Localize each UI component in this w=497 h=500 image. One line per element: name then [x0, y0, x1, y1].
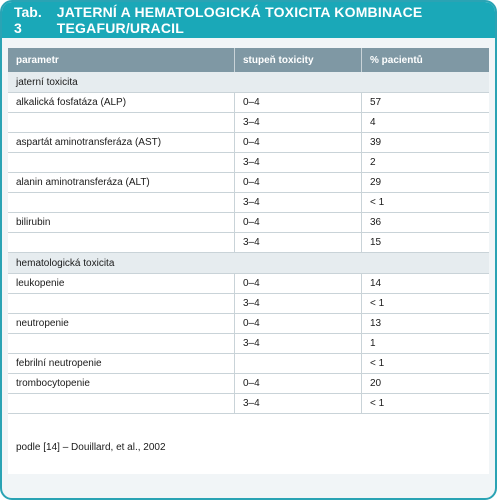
table-row — [8, 233, 489, 253]
cell-parametr — [8, 394, 235, 414]
table-row — [8, 354, 489, 374]
table-row — [8, 274, 489, 294]
cell-parametr — [8, 193, 235, 213]
cell-pacientu: 2 — [362, 153, 490, 173]
cell-pacientu: 57 — [362, 93, 490, 113]
column-header-pacientu: % pacientů — [362, 48, 490, 72]
column-header-stupen: stupeň toxicity — [235, 48, 362, 72]
table-title: JATERNÍ A HEMATOLOGICKÁ TOXICITA KOMBINACE TEGAFUR/URACIL — [56, 4, 423, 36]
table-row — [8, 193, 489, 213]
cell-parametr — [8, 153, 235, 173]
cell-parametr: trombocytopenie — [8, 374, 235, 394]
table-row — [8, 173, 489, 193]
cell-parametr: neutropenie — [8, 314, 235, 334]
cell-pacientu: 13 — [362, 314, 490, 334]
column-header-parametr: parametr — [8, 48, 235, 72]
cell-pacientu: 39 — [362, 133, 490, 153]
cell-stupen: 0–4 — [235, 93, 362, 113]
header-row — [8, 48, 489, 72]
cell-pacientu: < 1 — [362, 354, 490, 374]
cell-stupen: 0–4 — [235, 274, 362, 294]
cell-pacientu: < 1 — [362, 394, 490, 414]
cell-stupen — [235, 354, 362, 374]
cell-stupen: 3–4 — [235, 233, 362, 253]
cell-parametr: alkalická fosfatáza (ALP) — [8, 93, 235, 113]
cell-pacientu: 29 — [362, 173, 490, 193]
table-number: Tab. 3 — [14, 4, 42, 36]
cell-stupen: 3–4 — [235, 113, 362, 133]
table-title-bar — [2, 2, 495, 38]
cell-parametr: febrilní neutropenie — [8, 354, 235, 374]
cell-stupen: 0–4 — [235, 173, 362, 193]
cell-parametr: alanin aminotransferáza (ALT) — [8, 173, 235, 193]
cell-parametr — [8, 294, 235, 314]
toxicity-table — [8, 48, 489, 474]
footnote-row — [8, 414, 489, 475]
cell-pacientu: 20 — [362, 374, 490, 394]
table-row — [8, 93, 489, 113]
section-title: jaterní toxicita — [8, 72, 489, 93]
cell-pacientu: 36 — [362, 213, 490, 233]
cell-stupen: 0–4 — [235, 213, 362, 233]
cell-pacientu: 14 — [362, 274, 490, 294]
cell-pacientu: 4 — [362, 113, 490, 133]
table-row — [8, 153, 489, 173]
table-row — [8, 334, 489, 354]
table-body — [8, 72, 489, 474]
table-row — [8, 133, 489, 153]
cell-parametr: aspartát aminotransferáza (AST) — [8, 133, 235, 153]
cell-pacientu: < 1 — [362, 193, 490, 213]
table-row — [8, 374, 489, 394]
cell-parametr — [8, 113, 235, 133]
footnote: podle [14] – Douillard, et al., 2002 — [16, 441, 166, 453]
cell-parametr — [8, 334, 235, 354]
section-title: hematologická toxicita — [8, 253, 489, 274]
cell-pacientu: 15 — [362, 233, 490, 253]
cell-pacientu: < 1 — [362, 294, 490, 314]
table-row — [8, 394, 489, 414]
cell-stupen: 3–4 — [235, 193, 362, 213]
cell-stupen: 3–4 — [235, 294, 362, 314]
cell-stupen: 0–4 — [235, 374, 362, 394]
cell-stupen: 0–4 — [235, 314, 362, 334]
table-row — [8, 294, 489, 314]
cell-stupen: 3–4 — [235, 153, 362, 173]
table-content — [2, 38, 495, 474]
cell-stupen: 3–4 — [235, 334, 362, 354]
table-row — [8, 213, 489, 233]
cell-parametr — [8, 233, 235, 253]
table-row — [8, 314, 489, 334]
section-row — [8, 253, 489, 274]
cell-pacientu: 1 — [362, 334, 490, 354]
cell-parametr: bilirubin — [8, 213, 235, 233]
cell-stupen: 3–4 — [235, 394, 362, 414]
cell-stupen: 0–4 — [235, 133, 362, 153]
table-row — [8, 113, 489, 133]
section-row — [8, 72, 489, 93]
cell-parametr: leukopenie — [8, 274, 235, 294]
